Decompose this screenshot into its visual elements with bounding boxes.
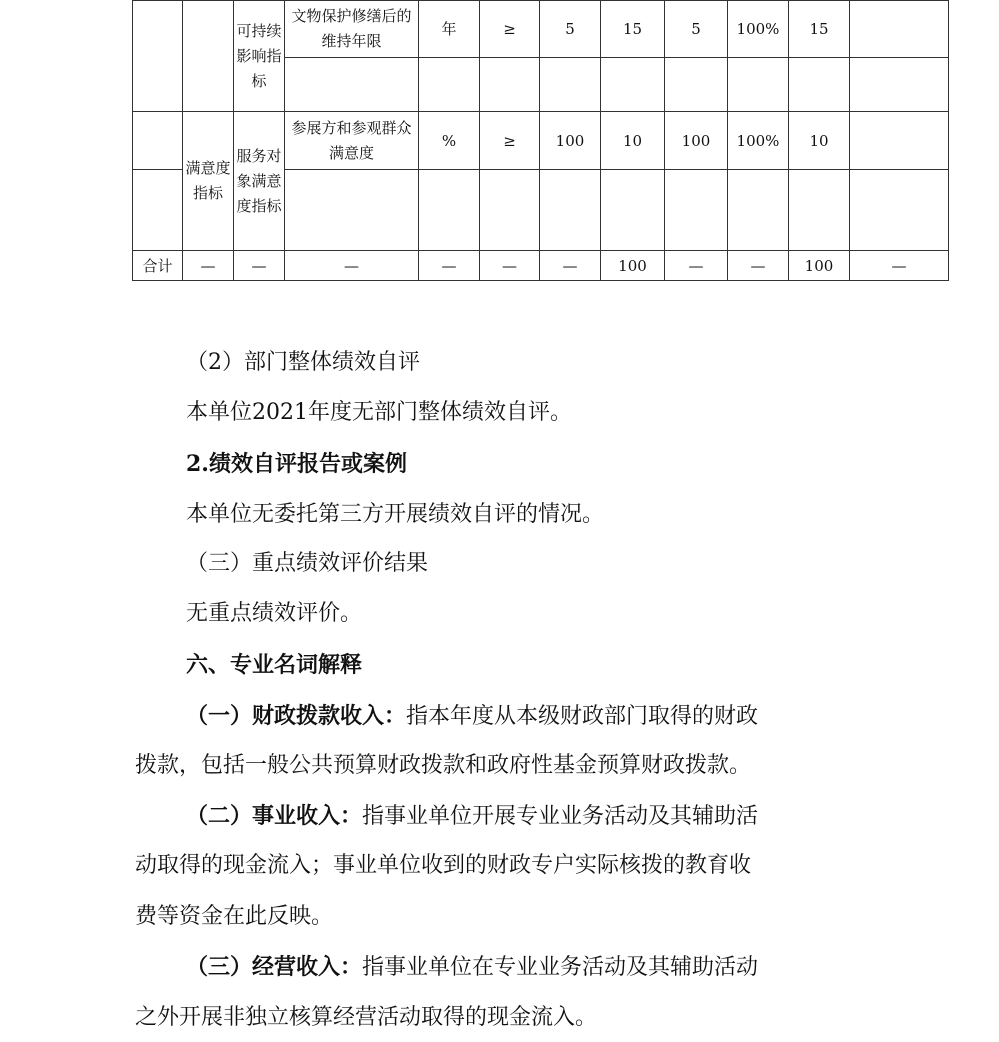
paragraph: 本单位无委托第三方开展绩效自评的情况。	[186, 502, 605, 527]
table-cell: —	[850, 251, 949, 281]
score-cell: 10	[789, 112, 850, 170]
definition-line: 费等资金在此反映。	[135, 904, 334, 929]
definition-line: 拨款，包括一般公共预算财政拨款和政府性基金预算财政拨款。	[135, 753, 752, 778]
actual-cell: 100	[665, 112, 728, 170]
definition-text: 指事业单位在专业业务活动及其辅助活动	[362, 955, 759, 980]
definition-line: 之外开展非独立核算经营活动取得的现金流入。	[135, 1005, 598, 1030]
table-cell: —	[665, 251, 728, 281]
definition-line: 动取得的现金流入；事业单位收到的财政专户实际核拨的教育收	[135, 853, 752, 878]
section-heading: 2.绩效自评报告或案例	[186, 451, 407, 477]
table-cell	[285, 170, 419, 251]
table-cell	[540, 170, 601, 251]
unit-cell: 年	[419, 1, 480, 58]
table-cell	[789, 170, 850, 251]
chapter-heading: 六、专业名词解释	[186, 652, 363, 678]
unit-cell: %	[419, 112, 480, 170]
score-cell: 15	[789, 1, 850, 58]
table-cell	[480, 58, 540, 112]
total-label-cell: 合计	[133, 251, 183, 281]
table-cell: —	[234, 251, 285, 281]
actual-cell: 5	[665, 1, 728, 58]
table-cell	[480, 170, 540, 251]
definition-term: （三）经营收入：	[186, 954, 363, 980]
table-cell: —	[183, 251, 234, 281]
table-cell	[540, 58, 601, 112]
table-cell	[183, 1, 234, 112]
table-cell: —	[419, 251, 480, 281]
weight-cell: 15	[601, 1, 665, 58]
operator-cell: ≥	[480, 1, 540, 58]
performance-table	[132, 0, 949, 281]
section-heading-2: （2）部门整体绩效自评	[186, 350, 420, 375]
table-cell	[850, 170, 949, 251]
table-cell	[728, 58, 789, 112]
table-cell	[601, 58, 665, 112]
table-row	[133, 112, 949, 170]
table-cell	[133, 170, 183, 251]
note-cell	[850, 112, 949, 170]
definition-line	[186, 952, 758, 983]
table-cell: —	[285, 251, 419, 281]
total-score-cell: 100	[789, 251, 850, 281]
definition-term: （一）财政拨款收入：	[186, 703, 407, 729]
table-cell	[728, 170, 789, 251]
total-row	[133, 251, 949, 281]
table-cell: —	[728, 251, 789, 281]
indicator-item-cell: 文物保护修缮后的维持年限	[285, 1, 419, 58]
table-cell	[133, 112, 183, 170]
table-cell: —	[480, 251, 540, 281]
table-cell	[789, 58, 850, 112]
total-weight-cell: 100	[601, 251, 665, 281]
table-cell: —	[540, 251, 601, 281]
table-cell	[665, 58, 728, 112]
definition-text: 指本年度从本级财政部门取得的财政	[406, 704, 759, 729]
indicator-item-cell: 参展方和参观群众满意度	[285, 112, 419, 170]
section-heading-3: （三）重点绩效评价结果	[186, 551, 429, 576]
table-cell	[419, 170, 480, 251]
table-cell	[285, 58, 419, 112]
definition-line	[186, 801, 758, 832]
target-cell: 5	[540, 1, 601, 58]
paragraph: 本单位2021年度无部门整体绩效自评。	[186, 400, 572, 425]
table-row	[133, 1, 949, 58]
table-cell	[133, 1, 183, 112]
sub-indicator-cell: 可持续影响指标	[234, 1, 285, 112]
sub-indicator-cell: 服务对象满意度指标	[234, 112, 285, 251]
table-cell	[665, 170, 728, 251]
paragraph: 无重点绩效评价。	[186, 601, 363, 626]
table-cell	[419, 58, 480, 112]
operator-cell: ≥	[480, 112, 540, 170]
definition-term: （二）事业收入：	[186, 803, 363, 829]
table-cell	[601, 170, 665, 251]
note-cell	[850, 1, 949, 58]
table-cell	[850, 58, 949, 112]
definition-text: 指事业单位开展专业业务活动及其辅助活	[362, 804, 759, 829]
weight-cell: 10	[601, 112, 665, 170]
definition-line	[186, 701, 758, 732]
rate-cell: 100%	[728, 112, 789, 170]
category-cell: 满意度指标	[183, 112, 234, 251]
rate-cell: 100%	[728, 1, 789, 58]
target-cell: 100	[540, 112, 601, 170]
